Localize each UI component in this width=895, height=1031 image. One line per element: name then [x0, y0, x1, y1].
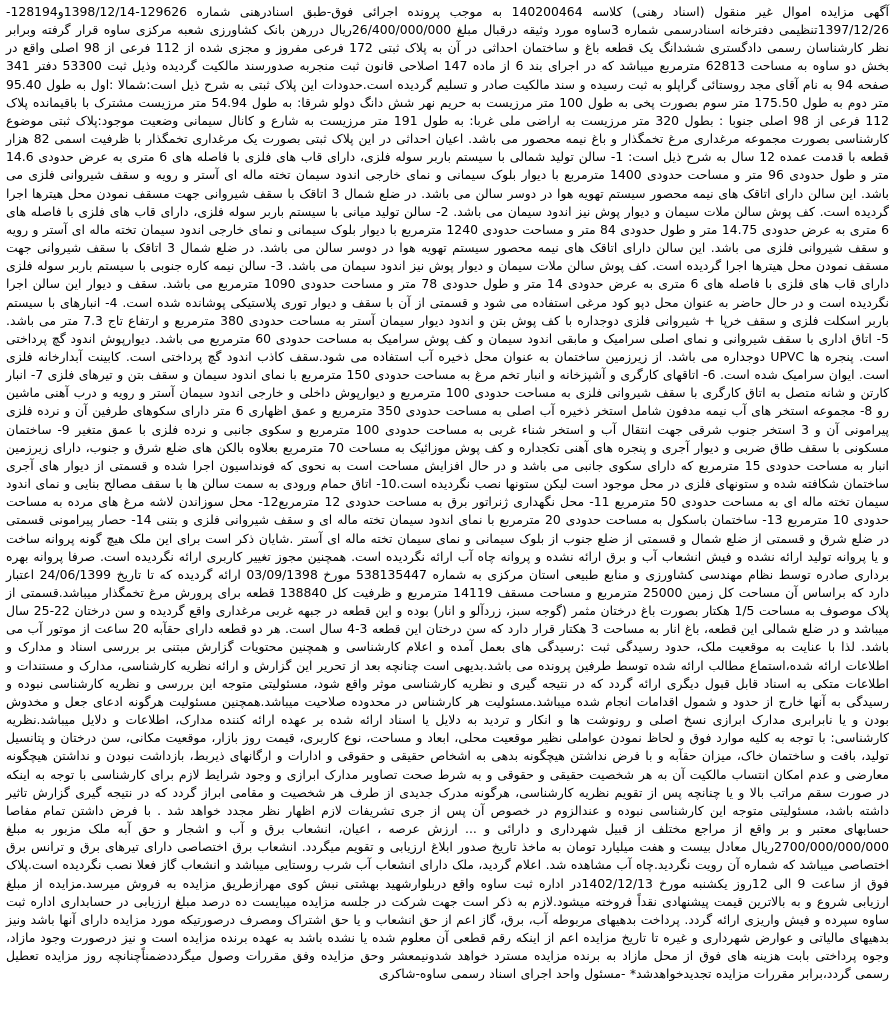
auction-notice-body: آگهی مزایده اموال غیر منقول (اسناد رهنی) کلاسه 140200464 به موجب پرونده اجرائی فوق-طبق اسنادرهنی شماره 129626-1398/12/14و128194-1397/12/26تنظیمی دفترخانه اسنادرسمی شماره 3ساوه مورد وثیقه درقبال مبلغ 26/400/000/000ریال دررهن بانک کشاورزی شعبه مرکزی ساوه قرار گرفته وبرابر نظر کارشناسان رسمی دادگستری ششدانگ یک قطعه باغ و ساختمان احداثی در آن به پلاک ثبتی 172 فرعی مفروز و مجزی شده از 112 فرعی از 98 اصلی واقع در بخش دو ساوه به مساحت 62813 مترمربع میباشد که در اجرای بند 6 از ماده 147 اصلاحی قانون ثبت منجربه صدورسند مالکیت گردیده وذیل ثبت 53300 دفتر 341 صفحه 94 به نام آقای مجد روستائی گراپلو به ثبت رسیده و سند مالکیت صادر و تسلیم گردیده است.حدودات این پلاک ثبتی به شرح ذیل است:شمالا :اول به طول 95.40 متر دوم به طول 175.50 متر سوم بصورت پخی به طول 100 متر مرزیست به حریم نهر شش دانگ دولو شرقا: به طول 54.94 متر مرزیست مشترک با باقیمانده پلاک 112 فرعی از 98 اصلی جنوبا : بطول 320 متر مرزیست به اراضی ملی غربا: به طول 191 متر مرزیست به شارع و کانال سیمانی وضعیت موجود:پلاک ثبتی موضوع کارشناسی بصورت مجموعه مرغداری مرغ تخمگذار و باغ نیمه محصور می باشد. اعیان احداثی در این پلاک ثبتی بصورت یک مرغداری تخمگذار با ظرفیت اسمی 82 هزار قطعه با قدمت عمده 12 سال به شرح ذیل است: 1- سالن تولید شمالی با سیستم باربر سوله فلزی، دارای قاب های فلزی با فاصله های 6 متری به عرض حدودی 14.6 متر و طول حدودی 96 متر و مساحت حدودی 1400 مترمربع با دیوار بلوک سیمانی و نمای خارجی اندود سیمان تخته ماله ای آستر و رویه و سقف شیروانی فلزی می باشد. این سالن دارای اتاقک های نیمه محصور سیستم تهویه هوا در دوسر سالن می باشد. در ضلع شمال 3 اتاقک با سقف شیروانی جهت مسقف نمودن محل هیترها اجرا گردیده است. کف پوش سالن ملات سیمان و دیوار پوش نیز اندود سیمان می باشد. 2- سالن تولید میانی با سیستم باربر سوله فلزی، دارای قاب های فلزی با فاصله های 6 متری به عرض حدودی 14.75 متر و طول حدودی 84 متر و مساحت حدودی 1240 مترمربع با دیوار بلوک سیمانی و نمای خارجی اندود سیمان تخته ماله ای آستر و رویه و سقف شیروانی فلزی می باشد. این سالن دارای اتاقک های نیمه محصور سیستم تهویه هوا در دوسر سالن می باشد. در ضلع شمال 3 اتاقک با سقف شیروانی جهت مسقف نمودن محل هیترها اجرا گردیده است. کف پوش سالن ملات سیمان و دیوار پوش نیز اندود سیمان می باشد. 3- سالن نیمه کاره جنوبی با سیستم باربر سوله فلزی دارای قاب های فلزی با فاصله های 6 متری به عرض حدودی 14 متر و طول حدودی 78 متر و مساحت حدودی 1090 مترمربع می باشد. سقف و دیوار این سالن اجرا نگردیده است و در حال حاضر به عنوان محل دپو کود مرغی استفاده می شود و قسمتی از آن با سقف و دیوار توری پلاستیکی پوشانده شده است. 4- انبارهای با سیستم باربر اسکلت فلزی و سقف خرپا + شیروانی فلزی دوجداره با کف پوش بتن و اندود دیوار سیمان آستر به مساحت حدودی 380 مترمربع و ارتفاع تاج 7.3 متر می باشد. 5- اتاق اداری با سقف شیروانی و نمای اصلی سرامیک و مابقی اندود سیمان و کف پوش سرامیک به مساحت حدودی 60 مترمربع می باشد. دیوارپوش اندود گچ پرداختی است. پنجره ها UPVC دوجداره می باشد. از زیرزمین ساختمان به عنوان محل ذخیره آب استفاده می شود.سقف کاذب اندود گچ پرداختی است. کابینت آبدارخانه فلزی است. ایوان سرامیک شده است. 6- اتاقهای کارگری و آشپزخانه و انبار تخم مرغ به مساحت حدودی 150 مترمربع با نمای اندود سیمان و سقف بتن و تیرهای فلزی 7- انبار کارتن و شانه متصل به اتاق کارگری با سقف شیروانی فلزی به مساحت حدودی 100 مترمربع و دیوارپوش داخلی و خارجی اندود سیمان آستر و رویه و درب آهنی ماشین رو 8- مجموعه استخر های آب نیمه مدفون شامل استخر ذخیره آب اصلی به مساحت حدودی 350 مترمربع و عمق اظهاری 6 متر دارای سکوهای طرفین آن و نرده فلزی پیرامونی آن و 3 استخر جنوب شرقی جهت انتقال آب و استخر شناء غربی به مساحت حدودی 100 مترمربع و سکوی جانبی و نرده فلزی با عمق متغیر 9- ساختمان مسکونی با سقف طاق ضربی و دیوار آجری و پنجره های آهنی تکجداره و کف پوش موزائیک به مساحت 70 مترمربع بعلاوه بالکن های ضلع شرق و جنوب، دارای زیرزمین انبار به مساحت حدودی 15 مترمربع که دارای سکوی جانبی می باشد و در حال افزایش مساحت است به نحوی که فونداسیون اجرا شده و قسمتی از دیوار های آجری ساختمان شکافته شده و ستونهای فلزی در محل موجود است لیکن ستونها نصب نگردیده است.10- اتاق حمام ورودی به سمت سالن ها با سقف مصالح بنایی و نمای اندود سیمان تخته ماله ای به مساحت حدودی 50 مترمربع 11- محل نگهداری ژنراتور برق به مساحت حدودی 12 مترمربع12- محل سوزاندن لاشه مرغ های مرده به مساحت حدودی 10 مترمربع 13- ساختمان باسکول به مساحت حدودی 20 مترمربع با نمای اندود سیمان تخته ماله ای و سقف شیروانی فلزی و بتنی 14- حصار پیرامونی قسمتی در ضلع شرق و قسمتی از ضلع شمال و قسمتی از ضلع جنوب از بلوک سیمانی و نمای سیمان تخته ماله ای آستر .شایان ذکر است برای این ملک هیچ گونه پروانه ساخت و یا پروانه تولید ارائه نشده و فیش انشعاب آب و برق ارائه نشده و پروانه چاه آب ارائه نگردیده است. همچنین مجوز تغییر کاربری ارائه نگردیده است. صرفا پروانه بهره برداری صادره توسط نظام مهندسی کشاورزی و منابع طبیعی استان مرکزی به شماره 538135447 مورخ 03/09/1398 ارائه گردیده که تا تاریخ 24/06/1399 اعتبار دارد که براساس آن مساحت کل زمین 25000 مترمربع و مساحت مسقف 14119 مترمربع و ظرفیت کل 138840 قطعه برای پرورش مرغ تخمگذار میباشد.قسمتی از پلاک موصوف به مساحت 1/5 هکتار بصورت باغ درختان مثمر (گوجه سبز، زردآلو و انار) بوده و این قطعه در جبهه غربی مرغداری واقع گردیده و سن درختان 22-25 سال میباشد و در ضلع شمالی این قطعه، باغ انار به مساحت 3 هکتار قرار دارد که سن درختان این قطعه 3-4 سال است. هر دو قطعه دارای حقآبه 20 ساعت از موتور آب می باشد. لذا با عنایت به موقعیت ملک، حدود رسیدگی ثبت :رسیدگی های بعمل آمده و اعلام کارشناسی و همچنین محتویات گزارش مبتنی بر بررسی اسناد و مدارک و اطلاعات ارائه شده،استماع مطالب ارائه شده توسط طرفین پرونده می باشد.بدیهی است چنانچه بعد از تحریر این گزارش و ارائه نظریه کارشناسی، مدارک و مستندات و اطلاعات متکی به اسناد قابل قبول دیگری ارائه گردد که در نتیجه گیری و نظریه کارشناسی موثر واقع شود، مسئولیتی متوجه این بررسی و نظریه کارشناسی نبوده و رسیدگی به آنها خارج از حدود و شمول اقدامات انجام شده میباشد.مسئولیت هر کارشناس در محدوده صلاحیت میباشد.همچنین مسئولیت هرگونه ادعای جعل و مخدوش بودن و یا نابرابری مدارک ابرازی نسخ اصلی و رونوشت ها و انکار و تردید به دلایل یا اسناد ارائه شده بر عهده ارائه کننده مدارک، اطلاعات و دلایل میباشد.نظریه کارشناسی: با توجه به کلیه موارد فوق و لحاظ نمودن عواملی نظیر موقعیت محلی، ابعاد و مساحت، نوع کاربری، قیمت روز بازار، موقعیت مکانی، سن درختان و پتانسیل تولید، بافت و ساختمان خاک، میزان حقآبه و با فرض نداشتن هیچگونه بدهی به اشخاص حقیقی و حقوقی و ادارات و ارگانهای ذیربط، بازداشت نبودن و نداشتن هیچگونه معارضی و عدم امکان انتساب مالکیت آن به هر شخصیت حقیقی و حقوقی و به شرط صحت تصاویر مدارک ابرازی و وجود شرایط لازم برای کارشناسی با توجه به اینکه در صورت سقم مراتب بالا و یا چنانچه پس از تقویم نظریه کارشناسی، هرگونه مدرک جدیدی از طرف هر شخصیت و مقامی ابراز گردد که در نتیجه گیری گزارش تاثیر داشته باشد، مسئولیتی متوجه این کارشناسی نبوده و عندالزوم در خصوص آن پس از جری تشریفات لازم اظهار نظر مجدد خواهد شد . با فرض داشتن تمام مفاصا حسابهای معتبر و بر واقع از مراجع مختلف از قبیل شهرداری و دارائی و ... ارزش عرصه ، اعیان، انشعاب برق و آب و اشجار و حق آبه ملک مزبور به مبلغ 2700/000/000/000ریال معادل بیست و هفت میلیارد تومان به ماخذ تاریخ صدور ابلاغ ارزیابی و تقویم میگردد. انشعاب برق اختصاصی دارای تیرهای برق و ترانس برق اختصاصی میباشد که شماره آن رویت نگردید.چاه آب مشاهده شد. اعلام گردید، ملک دارای انشعاب آب شرب روستایی میباشد و انشعاب گاز فعلا نصب نگردیده است.پلاک فوق از ساعت 9 الی 12روز یکشنبه مورخ 1402/12/13در اداره ثبت ساوه واقع دربلوارشهید بهشتی نبش کوی مهرازطریق مزایده به فروش میرسد.مزایده از مبلغ ارزیابی شروع و به بالاترین قیمت پیشنهادی نقداً فروخته میشود.لازم به ذکر است جهت شرکت در جلسه مزایده میبایست ده درصد مبلغ ارزیابی در حسابداری اداره ثبت ساوه سپرده و فیش واریزی ارائه گردد. پرداخت بدهیهای مربوطه آب، برق، گاز اعم از حق انشعاب و یا حق اشتراک ومصرف درصورتیکه مورد مزایده دارای آنها باشد ونیز بدهیهای مالیاتی و عوارض شهرداری و غیره تا تاریخ مزایده اعم از اینکه رقم قطعی آن معلوم شده یا نشده باشد به عهده برنده مزایده است و نیز درصورت وجود مازاد، وجوه پرداختی بابت هزینه های فوق از محل مازاد به برنده مزایده مسترد خواهد شدونیمعشر وحق مزایده وفق مقررات وصول میگرددضمناًچنانچه روز مزایده تعطیل رسمی گردد،برابر مقررات مزایده تجدیدخواهدشد* -مسئول واحد اجرای اسناد رسمی ساوه-شاکری — [6, 4, 890, 982]
